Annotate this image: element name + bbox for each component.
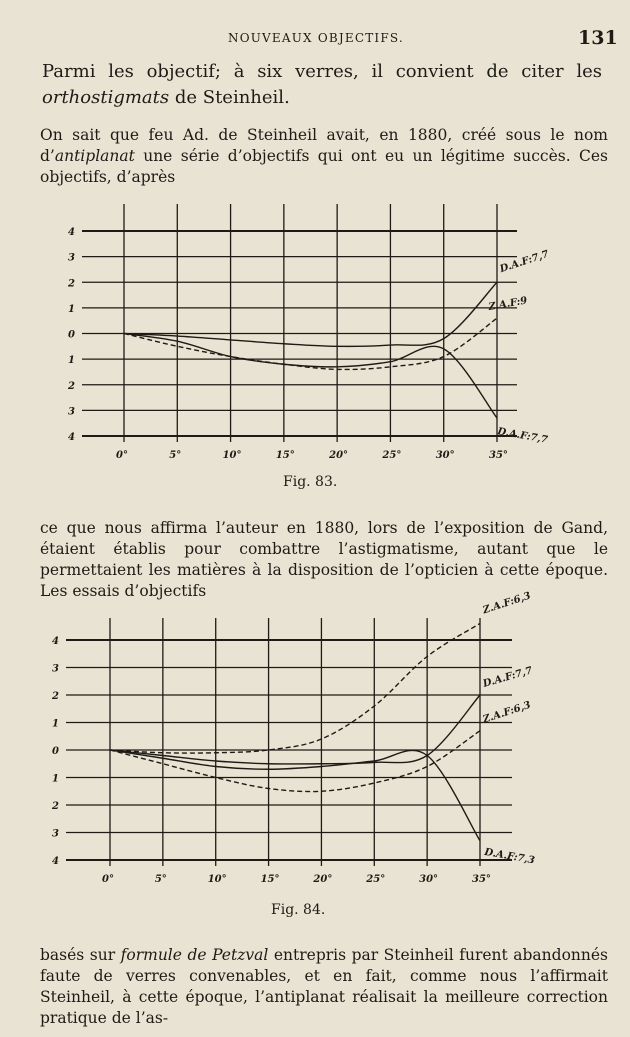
x-tick-label: 20° bbox=[329, 450, 349, 461]
y-tick-label: 3 bbox=[68, 252, 75, 264]
y-tick-label: 4 bbox=[68, 227, 75, 238]
curve-label: D.A.F:7,7 bbox=[498, 248, 551, 276]
y-tick-label: 4 bbox=[52, 856, 59, 867]
y-tick-label: 3 bbox=[52, 663, 59, 675]
figure-83-caption: Fig. 83. bbox=[283, 474, 338, 490]
paragraph-orthostigmats: Parmi les objectif; à six verres, il convient de citer les orthostigmats de Steinheil. bbox=[42, 61, 602, 108]
y-tick-label: 1 bbox=[52, 773, 59, 785]
x-tick-label: 20° bbox=[313, 874, 333, 885]
y-tick-label: 3 bbox=[52, 828, 59, 840]
y-tick-label: 1 bbox=[52, 718, 59, 730]
x-tick-label: 35° bbox=[489, 450, 508, 461]
x-tick-label: 5° bbox=[154, 874, 167, 885]
x-tick-label: 0° bbox=[116, 450, 128, 461]
y-tick-label: 2 bbox=[52, 801, 59, 812]
x-tick-label: 10° bbox=[207, 874, 227, 885]
x-tick-label: 5° bbox=[169, 450, 182, 461]
x-tick-label: 25° bbox=[382, 450, 402, 461]
paragraph-gand: ce que nous affirma l’auteur en 1880, lors de l’exposition de Gand, étaient établis pour combattre l’astigmatisme, autant que le permettaient les matières à la disposition de l’opticien à cette époque. Les essais d’objectifs bbox=[40, 519, 608, 600]
y-tick-label: 3 bbox=[68, 406, 75, 418]
page-number: 131 bbox=[578, 27, 618, 49]
series-line bbox=[124, 318, 497, 369]
y-tick-label: 0 bbox=[68, 329, 75, 341]
figure-84-caption: Fig. 84. bbox=[271, 902, 326, 918]
y-tick-label: 4 bbox=[52, 636, 59, 647]
x-tick-label: 0° bbox=[102, 874, 114, 885]
series-line bbox=[110, 624, 480, 754]
y-tick-label: 1 bbox=[68, 355, 75, 367]
page-header bbox=[0, 27, 630, 51]
y-tick-label: 0 bbox=[52, 746, 59, 757]
y-tick-label: 2 bbox=[68, 380, 75, 392]
figure-84-chart bbox=[0, 590, 630, 898]
x-tick-label: 10° bbox=[222, 450, 242, 461]
curve-label: Z.A.F:6,3 bbox=[481, 590, 533, 617]
y-tick-label: 4 bbox=[68, 432, 75, 443]
x-tick-label: 25° bbox=[366, 874, 386, 885]
figure-83-chart bbox=[0, 196, 630, 476]
y-tick-label: 2 bbox=[68, 278, 75, 290]
running-head: NOUVEAUX OBJECTIFS. bbox=[228, 31, 404, 45]
paragraph-petzval: basés sur formule de Petzval entrepris par Steinheil furent abandonnés faute de verres convenables, et en fait, comme nous l’affirmait Steinheil, à cette époque, l’antiplanat réalisait la meilleure correction pratique de l’as- bbox=[40, 946, 608, 1027]
curve-label: D.A.F:7,7 bbox=[481, 665, 534, 690]
x-tick-label: 15° bbox=[260, 874, 280, 885]
series-line bbox=[110, 731, 480, 792]
curve-label: Z.A.F:9 bbox=[487, 295, 529, 314]
curve-label: Z.A.F:6,3 bbox=[481, 699, 533, 726]
curve-label: D.A.F:7,7 bbox=[496, 426, 549, 446]
y-tick-label: 2 bbox=[52, 691, 59, 702]
series-line bbox=[124, 282, 497, 346]
x-tick-label: 35° bbox=[472, 874, 491, 885]
y-tick-label: 1 bbox=[68, 303, 75, 315]
paragraph-antiplanat: On sait que feu Ad. de Steinheil avait, en 1880, créé sous le nom d’antiplanat une série d’objectifs qui ont eu un légitime succès. Ces objectifs, d’après bbox=[40, 126, 608, 186]
x-tick-label: 15° bbox=[275, 450, 295, 461]
curve-label: D.A.F:7,3 bbox=[483, 846, 536, 867]
x-tick-label: 30° bbox=[435, 450, 455, 461]
x-tick-label: 30° bbox=[419, 874, 439, 885]
